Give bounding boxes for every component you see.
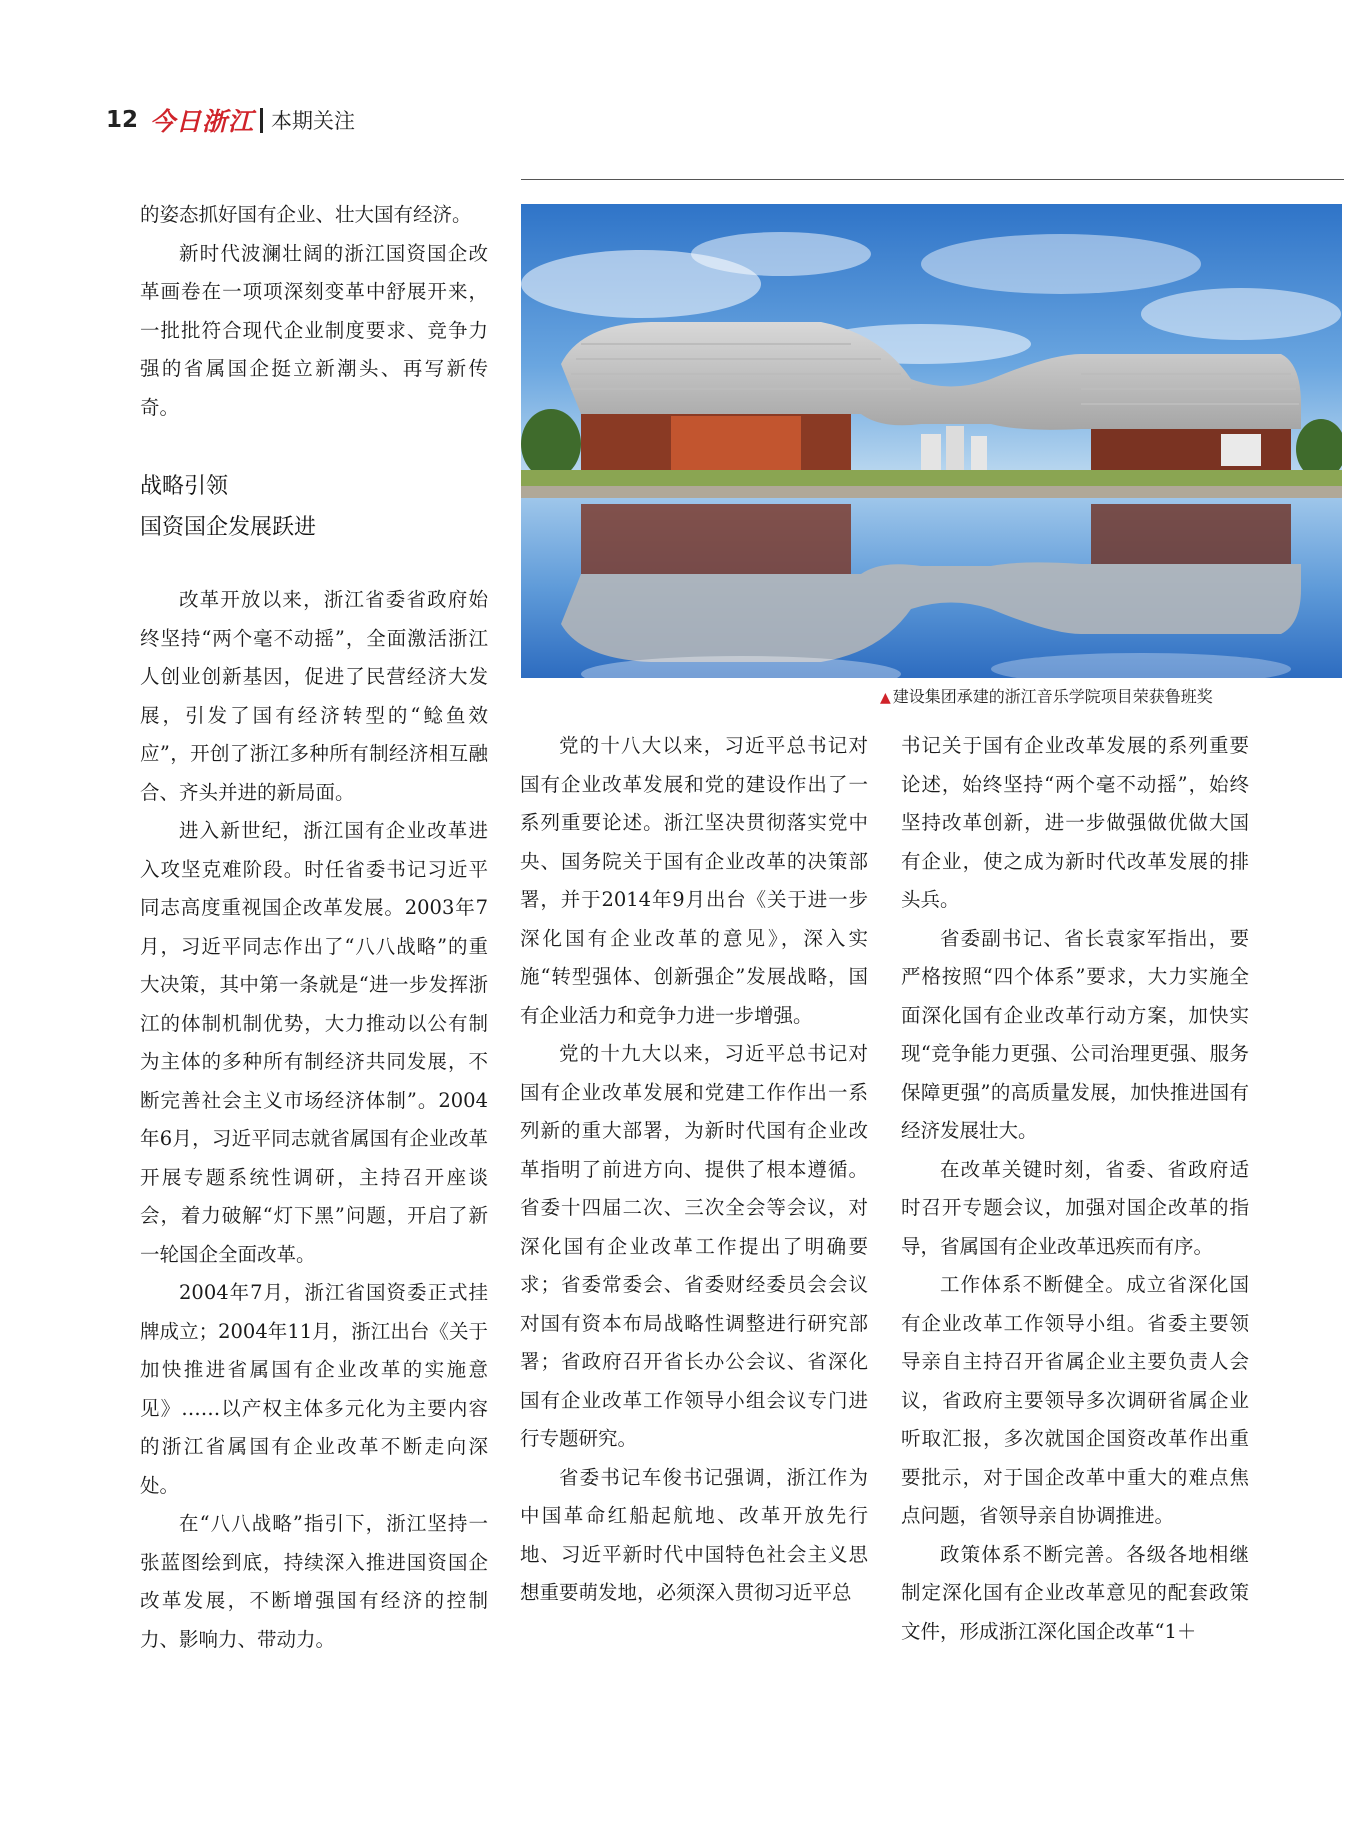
paragraph: 在“八八战略”指引下，浙江坚持一张蓝图绘到底，持续深入推进国资国企改革发展，不断增强国有经济的控制力、影响力、带动力。 (140, 1512, 488, 1651)
text-column-3 (901, 727, 1249, 1651)
paragraph: 改革开放以来，浙江省委省政府始终坚持“两个毫不动摇”，全面激活浙江人创业创新基因，促进了民营经济大发展，引发了国有经济转型的“鲶鱼效应”，开创了浙江多种所有制经济相互融合、齐头并进的新局面。 (140, 588, 488, 804)
section-title: 本期关注 (271, 109, 356, 133)
text-column-1-body (140, 581, 488, 1659)
heading-line-1: 战略引领 (140, 474, 229, 499)
section-heading (140, 466, 316, 548)
paragraph: 党的十八大以来，习近平总书记对国有企业改革发展和党的建设作出了一系列重要论述。浙江坚决贯彻落实党中央、国务院关于国有企业改革的决策部署，并于2014年9月出台《关于进一步深化国有企业改革的意见》，深入实施“转型强体、创新强企”发展战略，国有企业活力和竞争力进一步增强。 (520, 734, 868, 1027)
header-divider (260, 108, 263, 133)
paragraph: 党的十九大以来，习近平总书记对国有企业改革发展和党建工作作出一系列新的重大部署，为新时代国有企业改革指明了前进方向、提供了根本遵循。省委十四届二次、三次全会等会议，对深化国有企业改革工作提出了明确要求；省委常委会、省委财经委员会会议对国有资本布局战略性调整进行研究部署；省政府召开省长办公会议、省深化国有企业改革工作领导小组会议专门进行专题研究。 (520, 1042, 868, 1450)
paragraph: 书记关于国有企业改革发展的系列重要论述，始终坚持“两个毫不动摇”，始终坚持改革创新，进一步做强做优做大国有企业，使之成为新时代改革发展的排头兵。 (901, 734, 1249, 911)
photo-caption (880, 684, 1213, 707)
paragraph: 工作体系不断健全。成立省深化国有企业改革工作领导小组。省委主要领导亲自主持召开省属企业主要负责人会议，省政府主要领导多次调研省属企业听取汇报，多次就国企国资改革作出重要批示，对于国企改革中重大的难点焦点问题，省领导亲自协调推进。 (901, 1273, 1249, 1527)
paragraph: 进入新世纪，浙江国有企业改革进入攻坚克难阶段。时任省委书记习近平同志高度重视国企改革发展。2003年7月，习近平同志作出了“八八战略”的重大决策，其中第一条就是“进一步发挥浙江的体制机制优势，大力推动以公有制为主体的多种所有制经济共同发展，不断完善社会主义市场经济体制”。2004年6月，习近平同志就省属国有企业改革开展专题系统性调研，主持召开座谈会，着力破解“灯下黑”问题，开启了新一轮国企全面改革。 (140, 819, 488, 1266)
paragraph: 新时代波澜壮阔的浙江国资国企改革画卷在一项项深刻变革中舒展开来，一批批符合现代企业制度要求、竞争力强的省属国企挺立新潮头、再写新传奇。 (140, 241, 488, 419)
text-column-1 (140, 196, 488, 427)
paragraph: 政策体系不断完善。各级各地相继制定深化国有企业改革意见的配套政策文件，形成浙江深化国企改革“1＋ (901, 1542, 1249, 1643)
building-photo (521, 204, 1342, 678)
paragraph: 省委书记车俊书记强调，浙江作为中国革命红船起航地、改革开放先行地、习近平新时代中国特色社会主义思想重要萌发地，必须深入贯彻习近平总 (520, 1465, 868, 1604)
page-number: 12 (106, 107, 139, 133)
magazine-logo: 今日浙江 (150, 107, 255, 136)
text-column-2 (520, 727, 868, 1613)
paragraph: 的姿态抓好国有企业、壮大国有经济。 (140, 203, 472, 226)
paragraph: 在改革关键时刻，省委、省政府适时召开专题会议，加强对国企改革的指导，省属国有企业改革迅疾而有序。 (901, 1157, 1249, 1258)
red-triangle-icon: ▲ (880, 690, 891, 706)
heading-line-2: 国资国企发展跃进 (140, 515, 317, 540)
paragraph: 2004年7月，浙江省国资委正式挂牌成立；2004年11月，浙江出台《关于加快推进省属国有企业改革的实施意见》……以产权主体多元化为主要内容的浙江省属国有企业改革不断走向深处。 (140, 1281, 488, 1497)
top-rule (521, 179, 1344, 180)
page-header (106, 102, 355, 138)
paragraph: 省委副书记、省长袁家军指出，要严格按照“四个体系”要求，大力实施全面深化国有企业改革行动方案，加快实现“竞争能力更强、公司治理更强、服务保障更强”的高质量发展，加快推进国有经济发展壮大。 (901, 926, 1249, 1142)
caption-text: 建设集团承建的浙江音乐学院项目荣获鲁班奖 (892, 687, 1213, 706)
